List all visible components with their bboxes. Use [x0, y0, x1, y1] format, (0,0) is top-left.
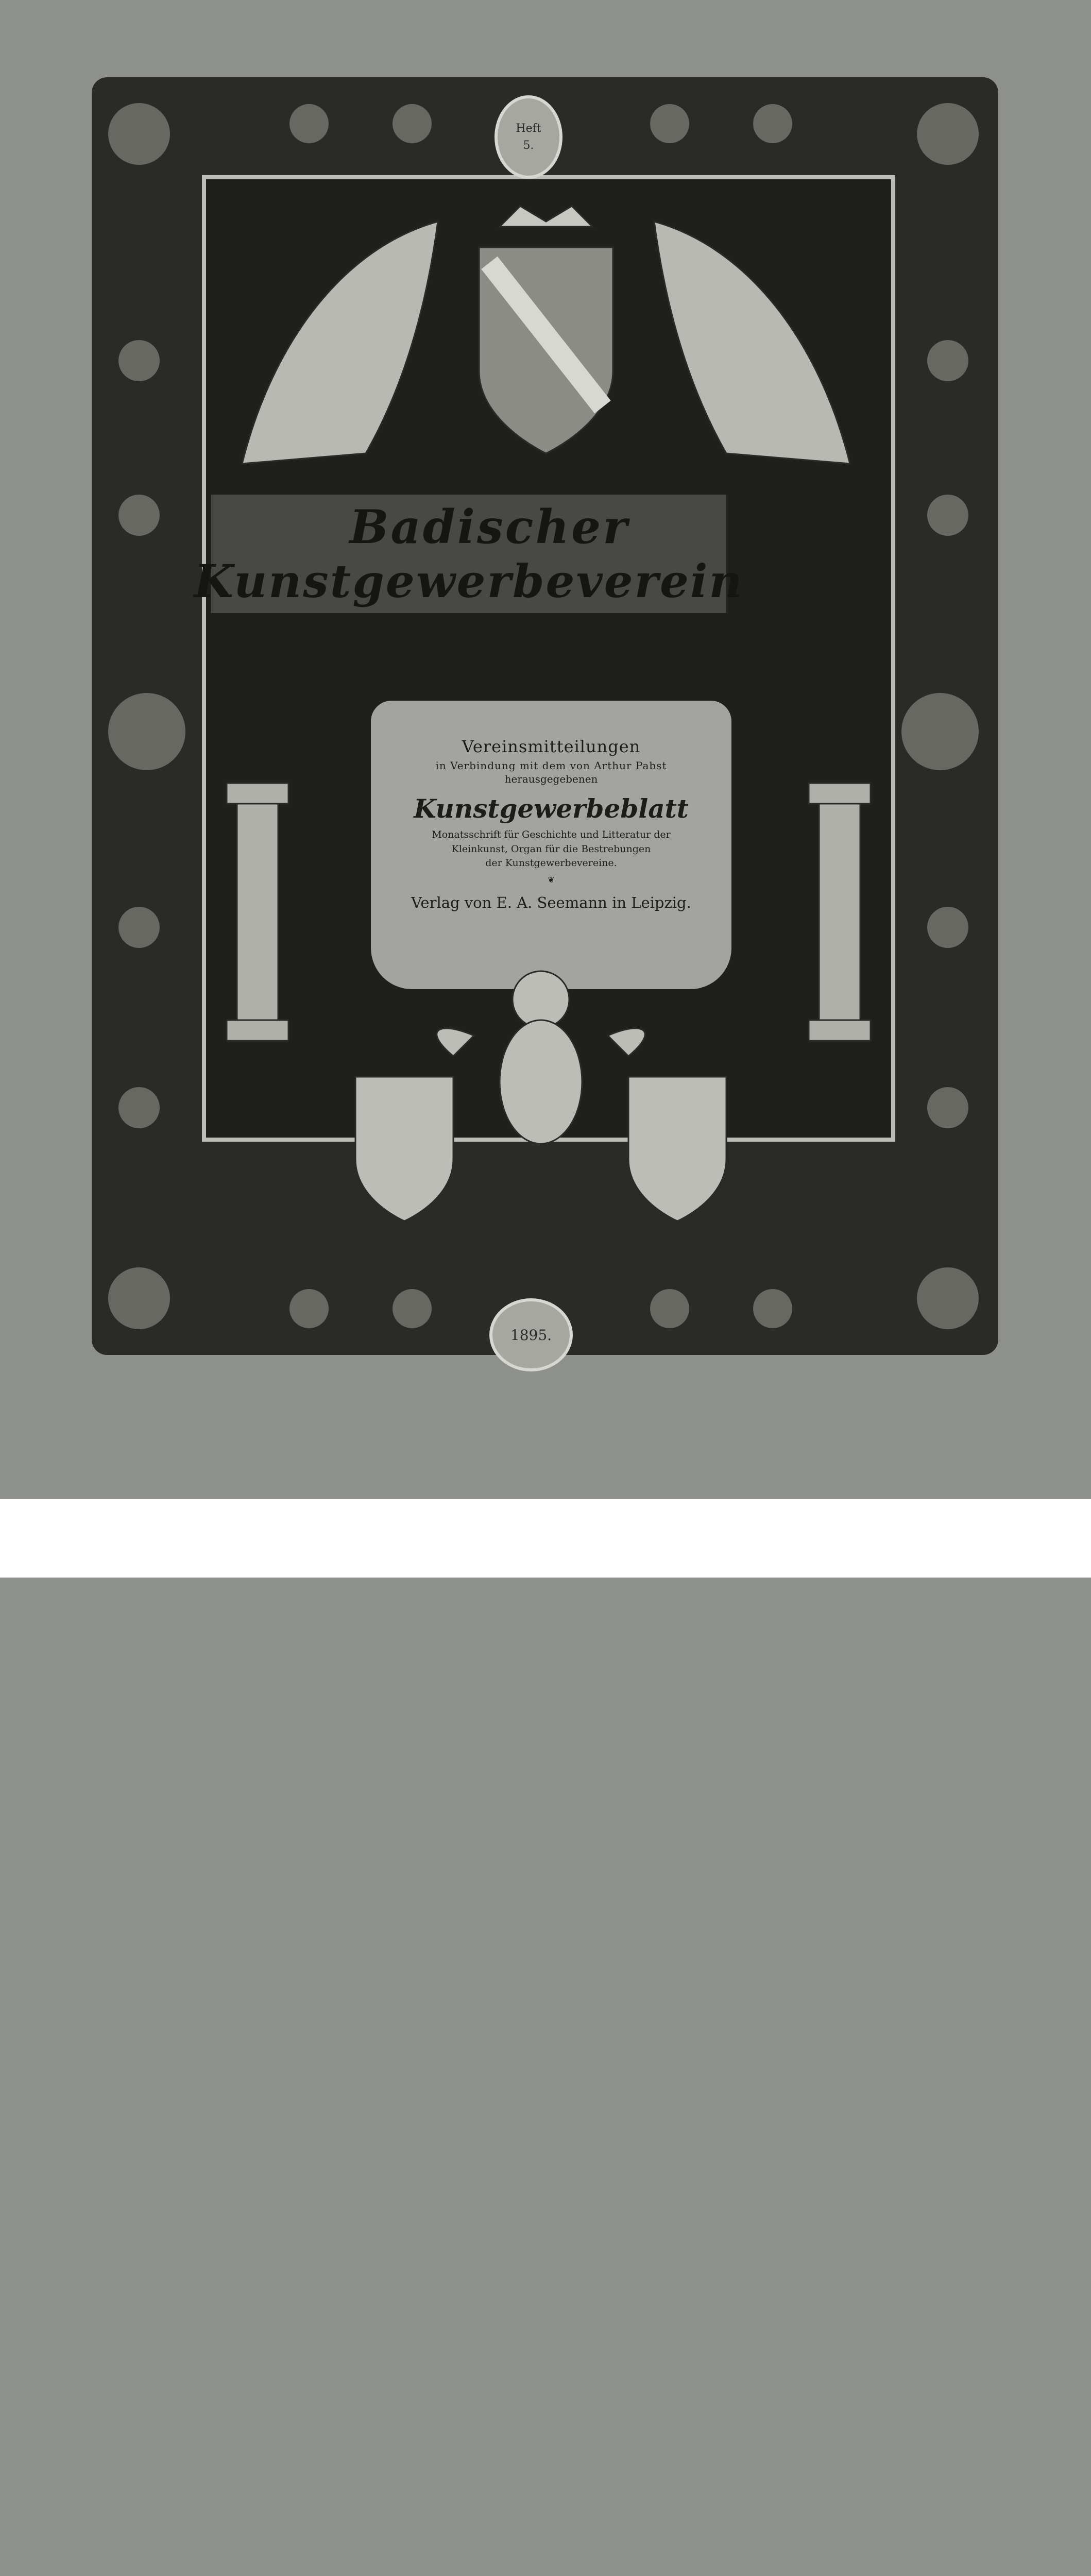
year-cartouche	[489, 1298, 573, 1371]
editor-line: in Verbindung mit dem von Arthur Pabst	[435, 759, 667, 772]
separator-ornament: ❦	[548, 874, 555, 885]
heft-number: 5.	[523, 139, 534, 152]
title-banner	[194, 495, 744, 613]
subtitle-line-3: der Kunstgewerbevereine.	[485, 857, 617, 869]
subtitle-line-2: Kleinkunst, Organ für die Bestrebungen	[451, 843, 651, 855]
heft-cartouche	[495, 95, 562, 179]
publisher-line: Verlag von E. A. Seemann in Leipzig.	[411, 893, 691, 911]
herausgegeben: herausgegebenen	[504, 773, 598, 785]
heft-label: Heft	[516, 122, 541, 135]
year: 1895.	[510, 1326, 552, 1344]
title-line-2: Kunstgewerbeverein	[194, 554, 744, 608]
blatt-title: Kunstgewerbeblatt	[414, 793, 689, 824]
subtitle-line-1: Monatsschrift für Geschichte und Litteratur der	[432, 829, 671, 840]
subtitle	[381, 828, 721, 871]
footer-bar	[0, 1499, 1091, 1578]
cover-text	[381, 737, 721, 911]
title-line-1: Badischer	[349, 500, 629, 554]
griffins-coat-of-arms	[211, 185, 881, 505]
vereinsmitteilungen: Vereinsmitteilungen	[462, 737, 641, 756]
cherub-and-shields	[319, 958, 783, 1226]
